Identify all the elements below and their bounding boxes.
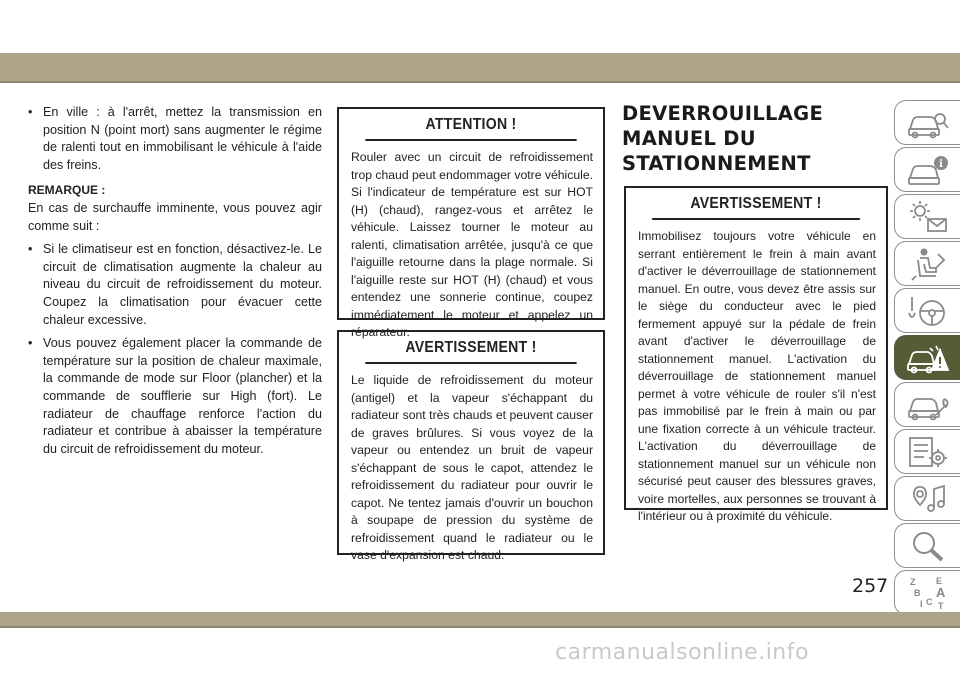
car-search-icon: [906, 105, 950, 141]
header-band: [0, 53, 960, 81]
index-letter: A: [935, 584, 945, 600]
warning-body: Immobilisez toujours votre véhicule en serrant entièrement le frein à main avant d'activer le déverrouillage de stationnement manuel. En outre, vous devez être assis sur le siège du conducteur avec le pied fermement appuyé sur la pédale de frein avant d'activer le déverrouillage de stationnement manuel. L'activation du déverrouillage de stationnement manuel permet à votre véhicule de rouler s'il n'est pas immobilisé par le frein à main ou par une fixation correcte à un véhicule tracteur. L'activation du déverrouillage de stationnement manuel sur un véhicule non sécurisé peut causer des blessures graves, voire mortelles, aux personnes se trouvant à l'intérieur ou à proximité du véhicule.: [638, 229, 876, 523]
page-number: 257: [852, 575, 889, 597]
warning-body: Le liquide de refroidissement du moteur (antigel) et la vapeur s'échappant du radiateur sont très chauds et peuvent causer de graves brûlures. Si vous voyez de la vapeur ou entendez un bruit de vapeur s'échappant de sous le capot, attendez le refroidissement du radiateur pour ouvrir le capot. Ne tentez jamais d'ouvrir un bouchon à soupape de pression du système de refroidissement quand le radiateur ou le vase d'expansion est chaud.: [351, 373, 593, 562]
tab-search[interactable]: [894, 523, 960, 568]
index-letter: C: [925, 596, 932, 607]
index-letter: E: [935, 575, 942, 586]
watermark: carmanualsonline.info: [555, 640, 809, 665]
tab-car-info[interactable]: [894, 147, 960, 192]
airbag-safety-icon: [906, 246, 950, 282]
section-title: [622, 101, 862, 176]
tab-warning-lights[interactable]: [894, 194, 960, 239]
bullet-dot: •: [28, 242, 33, 257]
attention-body: Rouler avec un circuit de refroidissement trop chaud peut endommager votre véhicule. Si l'indicateur de température est sur HOT (H) (chaud), rangez-vous et arrêtez le véhicule. Laissez tourner le moteur au ralenti, climatisation arrêtée, jusqu'à ce que l'aiguille retourne dans la plage normale. Si l'aiguille reste sur HOT (H) (chaud) et vous entendez une sonnerie continue, coupez immédiatement le moteur et appelez un réparateur.: [351, 150, 593, 339]
bullet-dot: •: [28, 105, 33, 119]
car-service-wrench-icon: [906, 387, 950, 423]
index-letter: T: [937, 600, 943, 611]
alphabet-index-icon: [906, 575, 950, 611]
list-item: [28, 241, 322, 329]
multimedia-music-icon: [906, 481, 950, 517]
tab-multimedia[interactable]: [894, 476, 960, 521]
list-item: [28, 335, 322, 458]
footer-band-rule: [0, 626, 960, 628]
tab-steering-wheel[interactable]: [894, 288, 960, 333]
tab-airbag-safety[interactable]: [894, 241, 960, 286]
warning-lights-message-icon: [906, 199, 950, 235]
section-title-line: STATIONNEMENT: [622, 152, 811, 175]
note-text: En cas de surchauffe imminente, vous pouvez agir comme suit :: [28, 200, 322, 233]
tab-service[interactable]: [894, 382, 960, 427]
bullet-text: Vous pouvez également placer la commande de température sur la position de chaleur maximale, la commande de mode sur Floor (plancher) et la commande de soufflerie sur High (fort). Le radiateur de chauffage renforce l'action du radiateur et contribue à abaisser la température du circuit de refroidissement du moteur.: [43, 336, 322, 456]
search-magnifier-icon: [906, 528, 950, 564]
maintenance-checklist-icon: [906, 434, 950, 470]
tab-index[interactable]: [894, 570, 960, 615]
warning-title: AVERTISSEMENT !: [652, 188, 860, 220]
left-column: [28, 104, 322, 464]
car-breakdown-warning-icon: [906, 340, 950, 376]
svg-text:i: i: [938, 158, 943, 170]
bullet-text: En ville : à l'arrêt, mettez la transmission en position N (point mort) sans augmenter le régime de ralenti tout en immobilisant le véhicule à l'aide des freins.: [43, 105, 322, 172]
header-band-rule: [0, 81, 960, 83]
attention-box: [337, 107, 605, 339]
index-letter: B: [913, 587, 920, 598]
note-label: REMARQUE :: [28, 183, 106, 198]
attention-title: ATTENTION !: [365, 109, 576, 141]
tab-breakdown[interactable]: [894, 335, 960, 380]
steering-wheel-gauge-icon: [906, 293, 950, 329]
bullet-dot: •: [28, 336, 33, 351]
bullet-text: Si le climatiseur est en fonction, désactivez-le. Le circuit de climatisation augmente la chaleur au niveau du circuit de refroidissement du moteur. Coupez la climatisation pour évacuer cette chaleur excessive.: [43, 242, 322, 327]
tab-car-search[interactable]: [894, 100, 960, 145]
section-title-line: MANUEL DU: [622, 127, 756, 150]
footer-band: [0, 612, 960, 626]
warning-box-park-release: [624, 186, 888, 523]
index-letter: Z: [909, 576, 915, 587]
section-title-line: DEVERROUILLAGE: [622, 102, 824, 125]
list-item: [28, 104, 322, 174]
index-letter: I: [919, 598, 923, 609]
tab-maintenance[interactable]: [894, 429, 960, 474]
warning-title: AVERTISSEMENT !: [365, 332, 576, 364]
car-info-icon: [906, 152, 950, 188]
warning-box-coolant: [337, 330, 605, 562]
